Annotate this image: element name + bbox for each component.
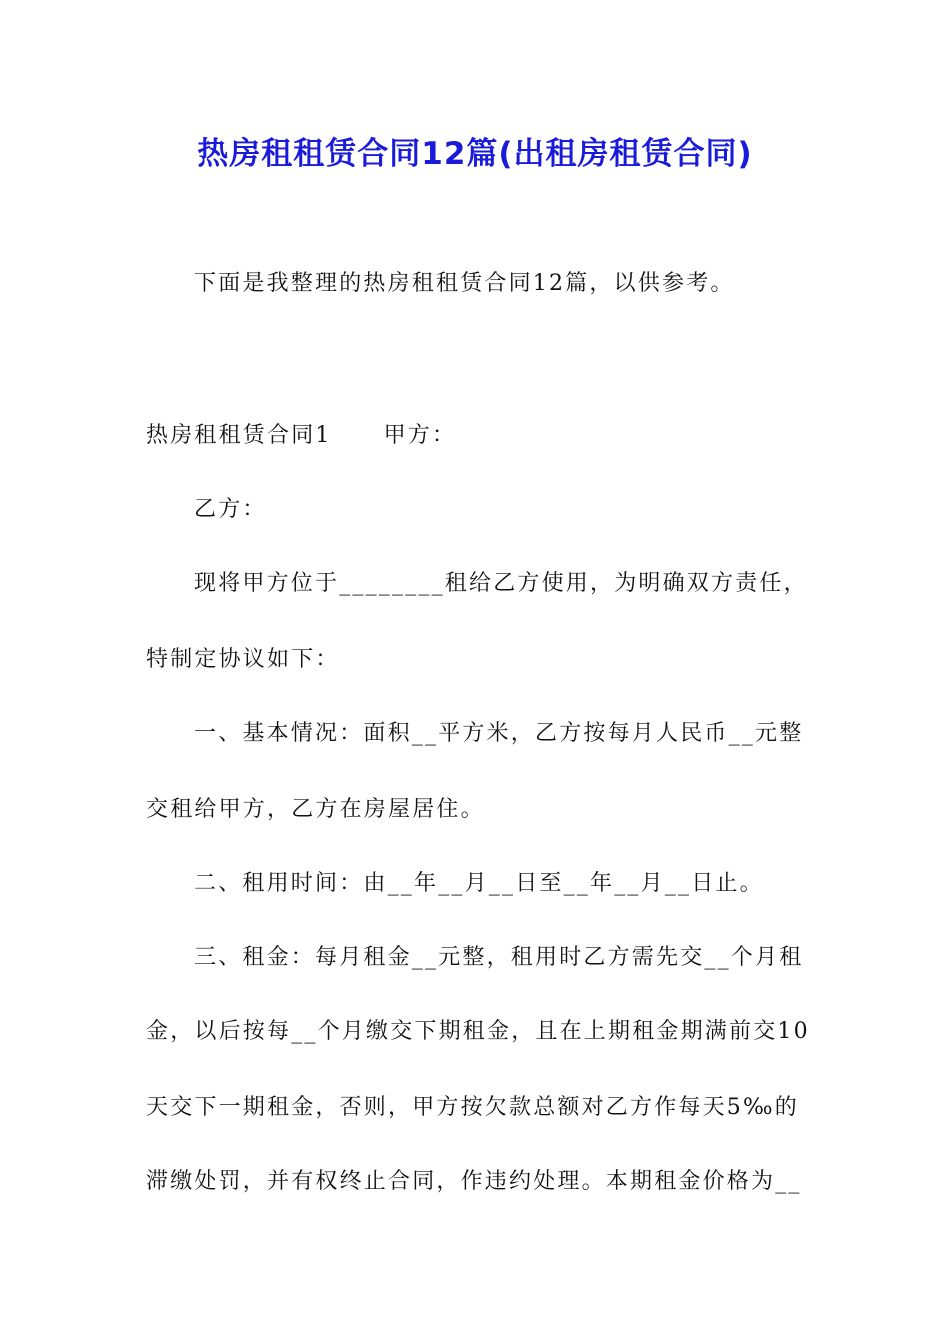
- body-line: 特制定协议如下：: [146, 647, 340, 672]
- party-b-label: 乙方：: [194, 497, 267, 522]
- body-line: 天交下一期租金，否则，甲方按欠款总额对乙方作每天5‰的: [146, 1095, 799, 1120]
- body-line: 现将甲方位于________租给乙方使用，为明确双方责任，: [194, 571, 808, 596]
- intro-paragraph: 下面是我整理的热房租租赁合同12篇，以供参考。: [194, 271, 735, 296]
- body-line: 二、租用时间：由__年__月__日至__年__月__日止。: [194, 871, 764, 896]
- body-line: 一、基本情况：面积__平方米，乙方按每月人民币__元整: [194, 721, 804, 746]
- document-title: 热房租租赁合同12篇(出租房租赁合同): [197, 136, 753, 172]
- body-line: 滞缴处罚，并有权终止合同，作违约处理。本期租金价格为__: [146, 1169, 802, 1194]
- body-line: 三、租金：每月租金__元整，租用时乙方需先交__个月租: [194, 945, 804, 970]
- section-heading: 热房租租赁合同1: [146, 423, 332, 448]
- body-line: 金，以后按每__个月缴交下期租金，且在上期租金期满前交10: [146, 1019, 810, 1044]
- party-a-label: 甲方：: [383, 423, 457, 448]
- section-heading-line: [146, 418, 816, 454]
- body-line: 交租给甲方，乙方在房屋居住。: [146, 797, 485, 822]
